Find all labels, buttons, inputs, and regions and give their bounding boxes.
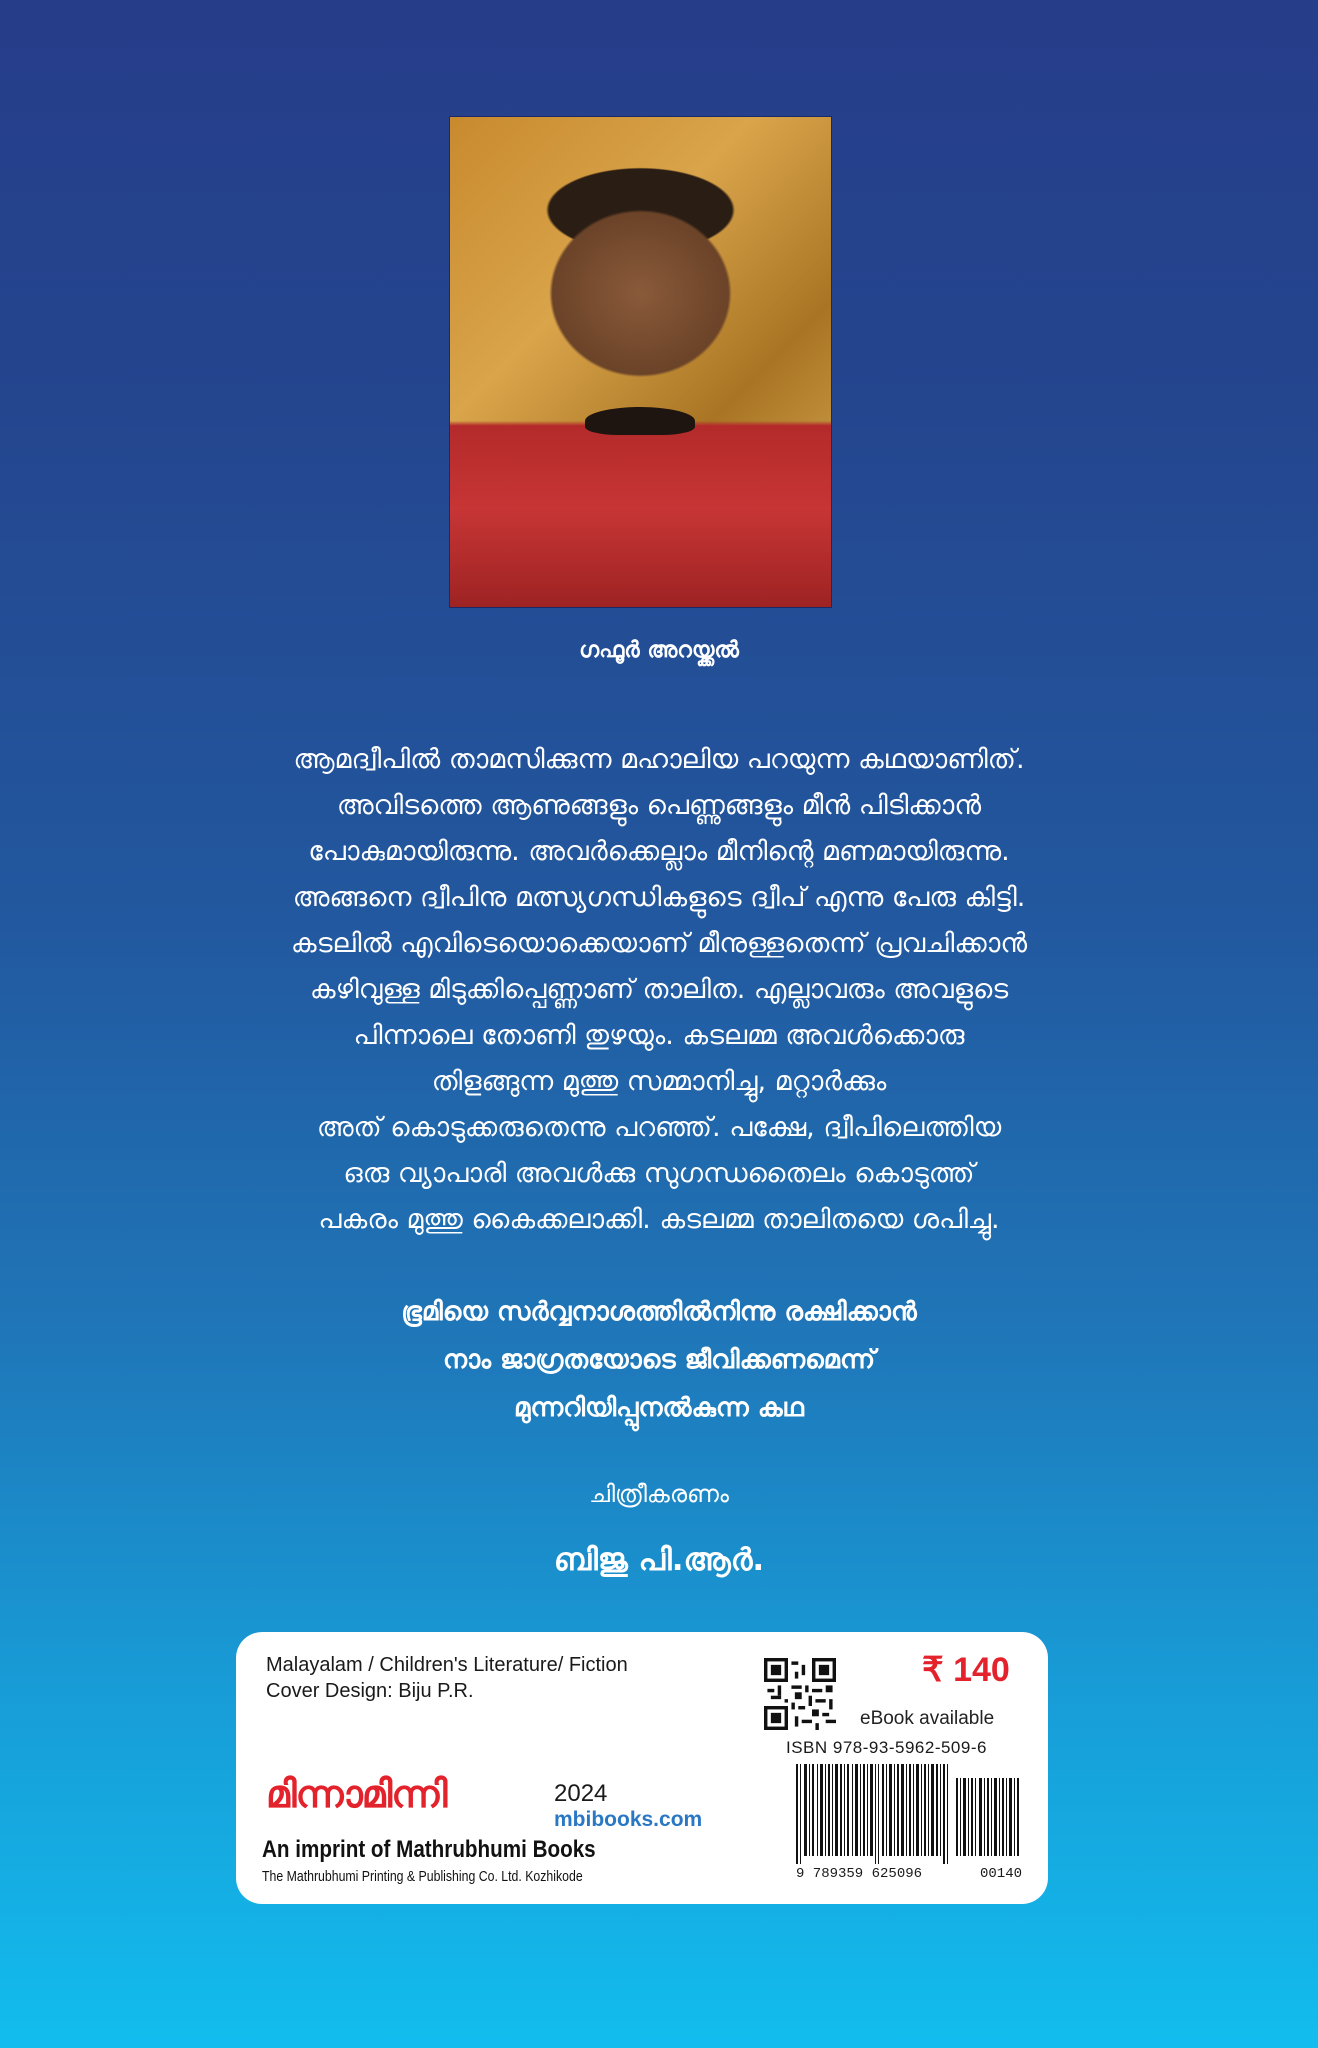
imprint-line: An imprint of Mathrubhumi Books [262, 1836, 596, 1863]
publisher-website: mbibooks.com [554, 1808, 703, 1831]
blurb-line: കഴിവുള്ള മിടുക്കിപ്പെണ്ണാണ് താലിത. എല്ലാവരും അവളുടെ [309, 974, 1009, 1005]
tagline-line: ഭൂമിയെ സർവ്വനാശത്തിൽനിന്നു രക്ഷിക്കാൻ [401, 1297, 917, 1327]
illustration-label: ചിത്രീകരണം [589, 1480, 729, 1508]
blurb-line: അത് കൊടുക്കരുതെന്നു പറഞ്ഞ്. പക്ഷേ, ദ്വീപിലെത്തിയ [316, 1112, 1002, 1143]
publication-year: 2024 [554, 1780, 608, 1807]
tagline-line: മുന്നറിയിപ്പുനൽകുന്ന കഥ [514, 1393, 804, 1423]
barcode-icon [796, 1764, 1022, 1864]
cover-design-credit: Cover Design: Biju P.R. [266, 1680, 474, 1702]
blurb-line: അവിടത്തെ ആണുങ്ങളും പെണ്ണുങ്ങളും മീൻ പിടിക്കാൻ [336, 790, 982, 821]
genre-text: Malayalam / Children's Literature/ Fiction [266, 1654, 628, 1676]
imprint-logo: മിന്നാമിന്നി [266, 1772, 447, 1816]
blurb-line: പോകുമായിരുന്നു. അവർക്കെല്ലാം മീനിന്റെ മണമായിരുന്നു. [308, 836, 1010, 867]
author-photo-detail [585, 407, 695, 435]
blurb-line: കടലിൽ എവിടെയൊക്കെയാണ് മീനുള്ളതെന്ന് പ്രവചിക്കാൻ [290, 928, 1028, 959]
publisher-line: The Mathrubhumi Printing & Publishing Co. Ltd. Kozhikode [262, 1868, 583, 1885]
barcode-number [796, 1866, 1022, 1882]
blurb-line: പിന്നാലെ തോണി തുഴയും. കടലമ്മ അവൾക്കൊരു [353, 1020, 965, 1051]
barcode-number-main: 9 789359 625096 [796, 1866, 923, 1882]
blurb-line: അങ്ങനെ ദ്വീപിനു മത്സ്യഗന്ധികളുടെ ദ്വീപ് എന്നു പേരു കിട്ടി. [292, 882, 1026, 913]
isbn: ISBN 978-93-5962-509-6 [786, 1738, 987, 1757]
publisher-info-card [236, 1632, 1048, 1904]
price: ₹ 140 [922, 1651, 1010, 1689]
blurb-line: ഒരു വ്യാപാരി അവൾക്കു സുഗന്ധതൈലം കൊടുത്ത് [343, 1158, 975, 1189]
author-name: ഗഫൂർ അറയ്ക്കൽ [579, 638, 739, 663]
qr-code-icon [764, 1658, 836, 1730]
blurb-line: തിളങ്ങുന്ന മുത്തു സമ്മാനിച്ചു, മറ്റാർക്കും [431, 1066, 887, 1097]
author-photo [449, 116, 832, 608]
tagline-line: നാം ജാഗ്രതയോടെ ജീവിക്കണമെന്ന് [442, 1345, 876, 1375]
illustrator-name: ബിജു പി.ആർ. [553, 1542, 765, 1578]
blurb-line: ആമദ്വീപിൽ താമസിക്കുന്ന മഹാലിയ പറയുന്ന കഥയാണിത്. [293, 744, 1025, 775]
tagline [0, 1288, 1318, 1432]
barcode-number-addon: 00140 [979, 1866, 1022, 1882]
blurb-line: പകരം മുത്തു കൈക്കലാക്കി. കടലമ്മ താലിതയെ ശപിച്ചു. [318, 1204, 1000, 1235]
book-blurb [185, 737, 1133, 1243]
ebook-availability: eBook available [860, 1708, 995, 1729]
